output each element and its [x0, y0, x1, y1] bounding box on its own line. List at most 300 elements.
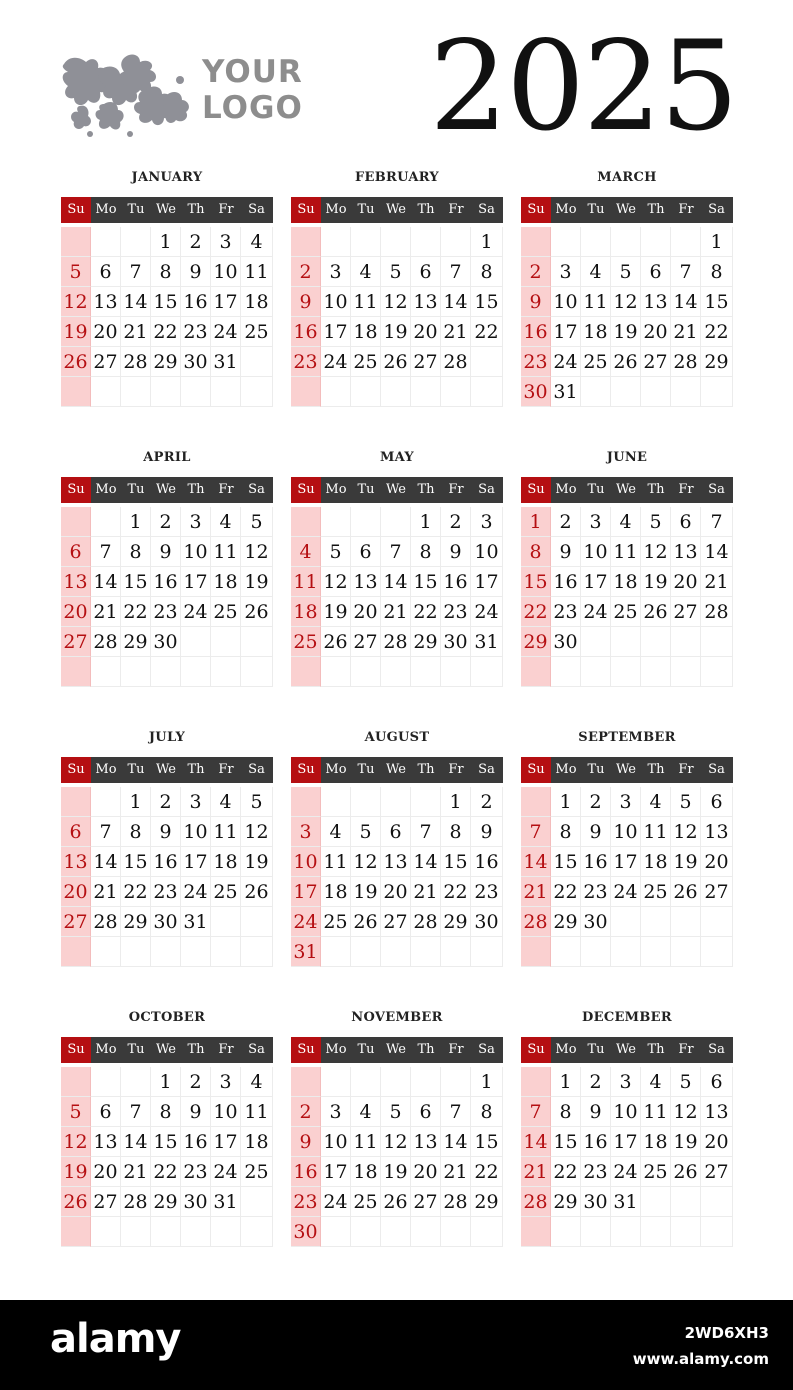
empty-day-cell — [671, 377, 701, 407]
sunday-day-cell: 2 — [521, 257, 551, 287]
sunday-day-cell: 17 — [291, 877, 321, 907]
weekday-header — [61, 1037, 273, 1063]
sunday-day-cell: 18 — [291, 597, 321, 627]
day-grid — [521, 1067, 733, 1247]
logo — [60, 50, 303, 140]
day-cell: 30 — [551, 627, 581, 657]
day-cell: 11 — [241, 257, 273, 287]
empty-day-cell — [241, 907, 273, 937]
day-cell: 28 — [701, 597, 733, 627]
day-cell: 29 — [551, 1187, 581, 1217]
weekday-label: Tu — [357, 482, 375, 497]
weekday-label: Sa — [708, 202, 725, 217]
day-cell: 24 — [611, 1157, 641, 1187]
day-cell: 3 — [471, 507, 503, 537]
weekday-label: Tu — [127, 762, 145, 777]
day-cell: 1 — [441, 787, 471, 817]
day-cell: 26 — [381, 1187, 411, 1217]
day-cell: 6 — [671, 507, 701, 537]
sunday-day-cell: 30 — [291, 1217, 321, 1247]
day-cell: 16 — [441, 567, 471, 597]
empty-day-cell — [521, 1217, 551, 1247]
day-cell: 5 — [641, 507, 671, 537]
month-title: JUNE — [606, 450, 648, 465]
day-cell: 19 — [611, 317, 641, 347]
empty-day-cell — [611, 907, 641, 937]
day-cell: 10 — [321, 287, 351, 317]
day-cell: 31 — [551, 377, 581, 407]
sunday-day-cell: 29 — [521, 627, 551, 657]
empty-day-cell — [671, 657, 701, 687]
weekday-label: Su — [521, 1037, 551, 1063]
year-title: 2025 — [429, 15, 737, 159]
sunday-day-cell: 5 — [61, 1097, 91, 1127]
weekday-label: We — [156, 1042, 176, 1057]
day-cell: 4 — [581, 257, 611, 287]
day-cell: 27 — [411, 1187, 441, 1217]
day-cell: 15 — [121, 567, 151, 597]
weekday-label: Su — [61, 757, 91, 783]
day-cell: 14 — [91, 567, 121, 597]
day-cell: 21 — [121, 1157, 151, 1187]
day-cell: 1 — [151, 1067, 181, 1097]
day-cell: 18 — [641, 1127, 671, 1157]
sunday-day-cell: 12 — [61, 1127, 91, 1157]
empty-day-cell — [151, 657, 181, 687]
sunday-day-cell: 4 — [291, 537, 321, 567]
weekday-label: Fr — [678, 1042, 694, 1057]
empty-day-cell — [61, 227, 91, 257]
day-cell: 20 — [411, 1157, 441, 1187]
day-cell: 6 — [91, 1097, 121, 1127]
sunday-day-cell: 9 — [521, 287, 551, 317]
empty-day-cell — [241, 627, 273, 657]
weekday-label: Su — [291, 197, 321, 223]
day-cell: 6 — [381, 817, 411, 847]
month-title: FEBRUARY — [354, 170, 440, 185]
day-cell: 29 — [151, 347, 181, 377]
sunday-day-cell: 3 — [291, 817, 321, 847]
day-cell: 28 — [671, 347, 701, 377]
day-cell: 29 — [151, 1187, 181, 1217]
sunday-day-cell: 13 — [61, 847, 91, 877]
empty-day-cell — [241, 657, 273, 687]
weekday-label: Fr — [678, 762, 694, 777]
logo-text-line2: LOGO — [202, 90, 303, 126]
day-cell: 22 — [551, 877, 581, 907]
day-cell: 31 — [611, 1187, 641, 1217]
sunday-day-cell: 6 — [61, 817, 91, 847]
day-cell: 20 — [701, 1127, 733, 1157]
empty-day-cell — [351, 787, 381, 817]
day-cell: 17 — [581, 567, 611, 597]
day-cell: 30 — [151, 627, 181, 657]
day-cell: 12 — [671, 817, 701, 847]
day-cell: 9 — [551, 537, 581, 567]
day-cell: 29 — [121, 907, 151, 937]
weekday-label: Mo — [95, 1042, 117, 1057]
day-grid — [291, 507, 503, 687]
weekday-label: Sa — [708, 1042, 725, 1057]
day-cell: 12 — [671, 1097, 701, 1127]
weekday-label: Su — [521, 197, 551, 223]
day-grid — [61, 507, 273, 687]
day-cell: 8 — [151, 257, 181, 287]
day-cell: 30 — [441, 627, 471, 657]
weekday-label: Sa — [248, 202, 265, 217]
weekday-label: Sa — [248, 762, 265, 777]
logo-text — [202, 54, 303, 126]
day-cell: 15 — [551, 847, 581, 877]
empty-day-cell — [441, 377, 471, 407]
weekday-label: Fr — [448, 202, 464, 217]
empty-day-cell — [381, 937, 411, 967]
weekday-label: Th — [647, 1042, 665, 1057]
day-cell: 13 — [91, 287, 121, 317]
weekday-label: Sa — [708, 762, 725, 777]
day-cell: 13 — [641, 287, 671, 317]
day-cell: 9 — [151, 817, 181, 847]
day-cell: 23 — [151, 597, 181, 627]
day-cell: 11 — [581, 287, 611, 317]
day-cell: 31 — [181, 907, 211, 937]
day-cell: 13 — [701, 1097, 733, 1127]
day-cell: 23 — [471, 877, 503, 907]
empty-day-cell — [441, 1217, 471, 1247]
day-cell: 5 — [611, 257, 641, 287]
day-cell: 12 — [611, 287, 641, 317]
day-cell: 18 — [581, 317, 611, 347]
day-cell: 30 — [581, 1187, 611, 1217]
empty-day-cell — [291, 1067, 321, 1097]
empty-day-cell — [91, 1217, 121, 1247]
empty-day-cell — [61, 507, 91, 537]
day-cell: 23 — [581, 1157, 611, 1187]
empty-day-cell — [121, 377, 151, 407]
day-cell: 16 — [581, 1127, 611, 1157]
empty-day-cell — [381, 377, 411, 407]
sunday-day-cell: 27 — [61, 627, 91, 657]
empty-day-cell — [381, 1067, 411, 1097]
empty-day-cell — [611, 937, 641, 967]
weekday-label: Su — [61, 1037, 91, 1063]
empty-day-cell — [321, 377, 351, 407]
empty-day-cell — [91, 657, 121, 687]
day-cell: 11 — [321, 847, 351, 877]
day-cell: 9 — [181, 257, 211, 287]
empty-day-cell — [581, 937, 611, 967]
sunday-day-cell: 22 — [521, 597, 551, 627]
day-cell: 19 — [381, 1157, 411, 1187]
day-cell: 6 — [351, 537, 381, 567]
day-cell: 21 — [91, 877, 121, 907]
logo-text-line1: YOUR — [202, 54, 303, 90]
day-cell: 20 — [671, 567, 701, 597]
day-cell: 24 — [611, 877, 641, 907]
day-cell: 24 — [471, 597, 503, 627]
empty-day-cell — [671, 907, 701, 937]
day-cell: 1 — [701, 227, 733, 257]
empty-day-cell — [151, 937, 181, 967]
empty-day-cell — [471, 377, 503, 407]
day-cell: 26 — [641, 597, 671, 627]
day-cell: 11 — [641, 817, 671, 847]
empty-day-cell — [611, 227, 641, 257]
month-title: JANUARY — [131, 170, 203, 185]
day-cell: 17 — [551, 317, 581, 347]
day-cell: 11 — [211, 537, 241, 567]
day-cell: 24 — [551, 347, 581, 377]
empty-day-cell — [411, 787, 441, 817]
weekday-label: Mo — [555, 202, 577, 217]
day-cell: 8 — [551, 1097, 581, 1127]
weekday-label: Tu — [587, 482, 605, 497]
day-cell: 19 — [351, 877, 381, 907]
day-cell: 27 — [91, 1187, 121, 1217]
day-cell: 30 — [181, 347, 211, 377]
day-cell: 17 — [181, 847, 211, 877]
day-cell: 16 — [471, 847, 503, 877]
day-cell: 7 — [121, 257, 151, 287]
day-cell: 14 — [701, 537, 733, 567]
empty-day-cell — [181, 377, 211, 407]
empty-day-cell — [521, 937, 551, 967]
day-cell: 21 — [381, 597, 411, 627]
day-cell: 17 — [471, 567, 503, 597]
day-cell: 30 — [151, 907, 181, 937]
empty-day-cell — [211, 657, 241, 687]
month-august — [291, 727, 503, 963]
empty-day-cell — [701, 1187, 733, 1217]
day-cell: 16 — [551, 567, 581, 597]
empty-day-cell — [701, 377, 733, 407]
empty-day-cell — [351, 507, 381, 537]
day-cell: 2 — [441, 507, 471, 537]
day-cell: 19 — [241, 567, 273, 597]
month-july — [61, 727, 273, 933]
day-cell: 28 — [441, 347, 471, 377]
day-cell: 8 — [411, 537, 441, 567]
weekday-header — [291, 1037, 503, 1063]
empty-day-cell — [181, 937, 211, 967]
day-cell: 25 — [581, 347, 611, 377]
day-cell: 25 — [641, 877, 671, 907]
empty-day-cell — [351, 657, 381, 687]
day-grid — [521, 787, 733, 967]
day-cell: 4 — [241, 227, 273, 257]
day-cell: 25 — [351, 347, 381, 377]
day-cell: 10 — [211, 257, 241, 287]
day-cell: 18 — [321, 877, 351, 907]
weekday-header — [291, 197, 503, 223]
day-cell: 5 — [241, 507, 273, 537]
day-cell: 7 — [91, 817, 121, 847]
weekday-label: Th — [647, 762, 665, 777]
sunday-day-cell: 24 — [291, 907, 321, 937]
sunday-day-cell: 23 — [521, 347, 551, 377]
watermark-url: www.alamy.com — [632, 1350, 769, 1368]
day-cell: 2 — [471, 787, 503, 817]
day-grid — [61, 787, 273, 967]
empty-day-cell — [211, 377, 241, 407]
day-cell: 30 — [181, 1187, 211, 1217]
sunday-day-cell: 8 — [521, 537, 551, 567]
splash-blob-icon — [60, 50, 195, 140]
day-cell: 19 — [381, 317, 411, 347]
day-cell: 5 — [321, 537, 351, 567]
weekday-label: We — [156, 762, 176, 777]
month-november — [291, 1007, 503, 1243]
day-cell: 11 — [351, 287, 381, 317]
empty-day-cell — [121, 657, 151, 687]
empty-day-cell — [701, 657, 733, 687]
empty-day-cell — [321, 787, 351, 817]
empty-day-cell — [91, 507, 121, 537]
empty-day-cell — [321, 937, 351, 967]
day-grid — [291, 787, 503, 967]
weekday-label: Tu — [587, 762, 605, 777]
empty-day-cell — [551, 227, 581, 257]
empty-day-cell — [701, 1217, 733, 1247]
sunday-day-cell: 9 — [291, 287, 321, 317]
day-cell: 5 — [381, 257, 411, 287]
day-cell: 7 — [441, 1097, 471, 1127]
day-cell: 21 — [441, 1157, 471, 1187]
empty-day-cell — [611, 1217, 641, 1247]
day-cell: 15 — [121, 847, 151, 877]
empty-day-cell — [321, 1217, 351, 1247]
weekday-label: Su — [291, 757, 321, 783]
empty-day-cell — [291, 507, 321, 537]
weekday-label: Th — [417, 202, 435, 217]
day-cell: 16 — [581, 847, 611, 877]
sunday-day-cell: 7 — [521, 1097, 551, 1127]
weekday-label: Tu — [127, 1042, 145, 1057]
weekday-label: We — [386, 202, 406, 217]
sunday-day-cell: 16 — [521, 317, 551, 347]
weekday-header — [521, 1037, 733, 1063]
empty-day-cell — [351, 227, 381, 257]
empty-day-cell — [121, 1217, 151, 1247]
day-cell: 20 — [91, 317, 121, 347]
day-cell: 19 — [671, 847, 701, 877]
day-cell: 15 — [701, 287, 733, 317]
empty-day-cell — [581, 377, 611, 407]
day-cell: 27 — [351, 627, 381, 657]
weekday-label: Fr — [678, 202, 694, 217]
empty-day-cell — [521, 1067, 551, 1097]
day-cell: 18 — [211, 567, 241, 597]
month-may — [291, 447, 503, 653]
empty-day-cell — [61, 787, 91, 817]
sunday-day-cell: 20 — [61, 597, 91, 627]
day-cell: 15 — [551, 1127, 581, 1157]
day-cell: 24 — [181, 597, 211, 627]
day-cell: 18 — [351, 317, 381, 347]
day-cell: 26 — [241, 597, 273, 627]
weekday-label: Tu — [127, 202, 145, 217]
day-cell: 13 — [671, 537, 701, 567]
empty-day-cell — [351, 937, 381, 967]
empty-day-cell — [381, 227, 411, 257]
sunday-day-cell: 21 — [521, 1157, 551, 1187]
weekday-label: Su — [521, 477, 551, 503]
day-cell: 27 — [641, 347, 671, 377]
empty-day-cell — [351, 1217, 381, 1247]
weekday-label: Su — [521, 757, 551, 783]
day-cell: 4 — [641, 787, 671, 817]
day-cell: 25 — [241, 1157, 273, 1187]
day-cell: 27 — [701, 1157, 733, 1187]
day-cell: 25 — [321, 907, 351, 937]
day-cell: 2 — [151, 507, 181, 537]
empty-day-cell — [641, 657, 671, 687]
empty-day-cell — [411, 1067, 441, 1097]
day-cell: 1 — [471, 1067, 503, 1097]
empty-day-cell — [611, 377, 641, 407]
day-cell: 17 — [611, 847, 641, 877]
day-cell: 17 — [181, 567, 211, 597]
empty-day-cell — [671, 1217, 701, 1247]
day-cell: 3 — [321, 1097, 351, 1127]
empty-day-cell — [351, 1067, 381, 1097]
day-cell: 13 — [701, 817, 733, 847]
sunday-day-cell: 16 — [291, 1157, 321, 1187]
day-cell: 3 — [211, 227, 241, 257]
empty-day-cell — [381, 1217, 411, 1247]
day-cell: 17 — [321, 317, 351, 347]
empty-day-cell — [641, 1217, 671, 1247]
empty-day-cell — [411, 1217, 441, 1247]
day-cell: 22 — [441, 877, 471, 907]
day-cell: 4 — [321, 817, 351, 847]
weekday-header — [61, 477, 273, 503]
day-cell: 10 — [551, 287, 581, 317]
month-february — [291, 167, 503, 373]
day-cell: 23 — [181, 317, 211, 347]
sunday-day-cell: 23 — [291, 1187, 321, 1217]
day-cell: 2 — [151, 787, 181, 817]
day-cell: 24 — [321, 1187, 351, 1217]
day-cell: 19 — [641, 567, 671, 597]
weekday-label: Tu — [127, 482, 145, 497]
empty-day-cell — [611, 657, 641, 687]
day-cell: 26 — [671, 877, 701, 907]
empty-day-cell — [411, 937, 441, 967]
weekday-label: Su — [291, 1037, 321, 1063]
weekday-label: Mo — [95, 482, 117, 497]
empty-day-cell — [181, 627, 211, 657]
day-cell: 21 — [121, 317, 151, 347]
day-cell: 30 — [581, 907, 611, 937]
empty-day-cell — [551, 657, 581, 687]
weekday-label: We — [386, 1042, 406, 1057]
day-cell: 21 — [441, 317, 471, 347]
day-cell: 24 — [581, 597, 611, 627]
day-cell: 11 — [351, 1127, 381, 1157]
day-cell: 18 — [351, 1157, 381, 1187]
weekday-label: Sa — [248, 1042, 265, 1057]
day-cell: 20 — [411, 317, 441, 347]
empty-day-cell — [241, 377, 273, 407]
empty-day-cell — [211, 937, 241, 967]
day-cell: 4 — [351, 1097, 381, 1127]
day-cell: 7 — [441, 257, 471, 287]
day-cell: 22 — [551, 1157, 581, 1187]
day-cell: 20 — [701, 847, 733, 877]
empty-day-cell — [61, 377, 91, 407]
day-cell: 23 — [581, 877, 611, 907]
